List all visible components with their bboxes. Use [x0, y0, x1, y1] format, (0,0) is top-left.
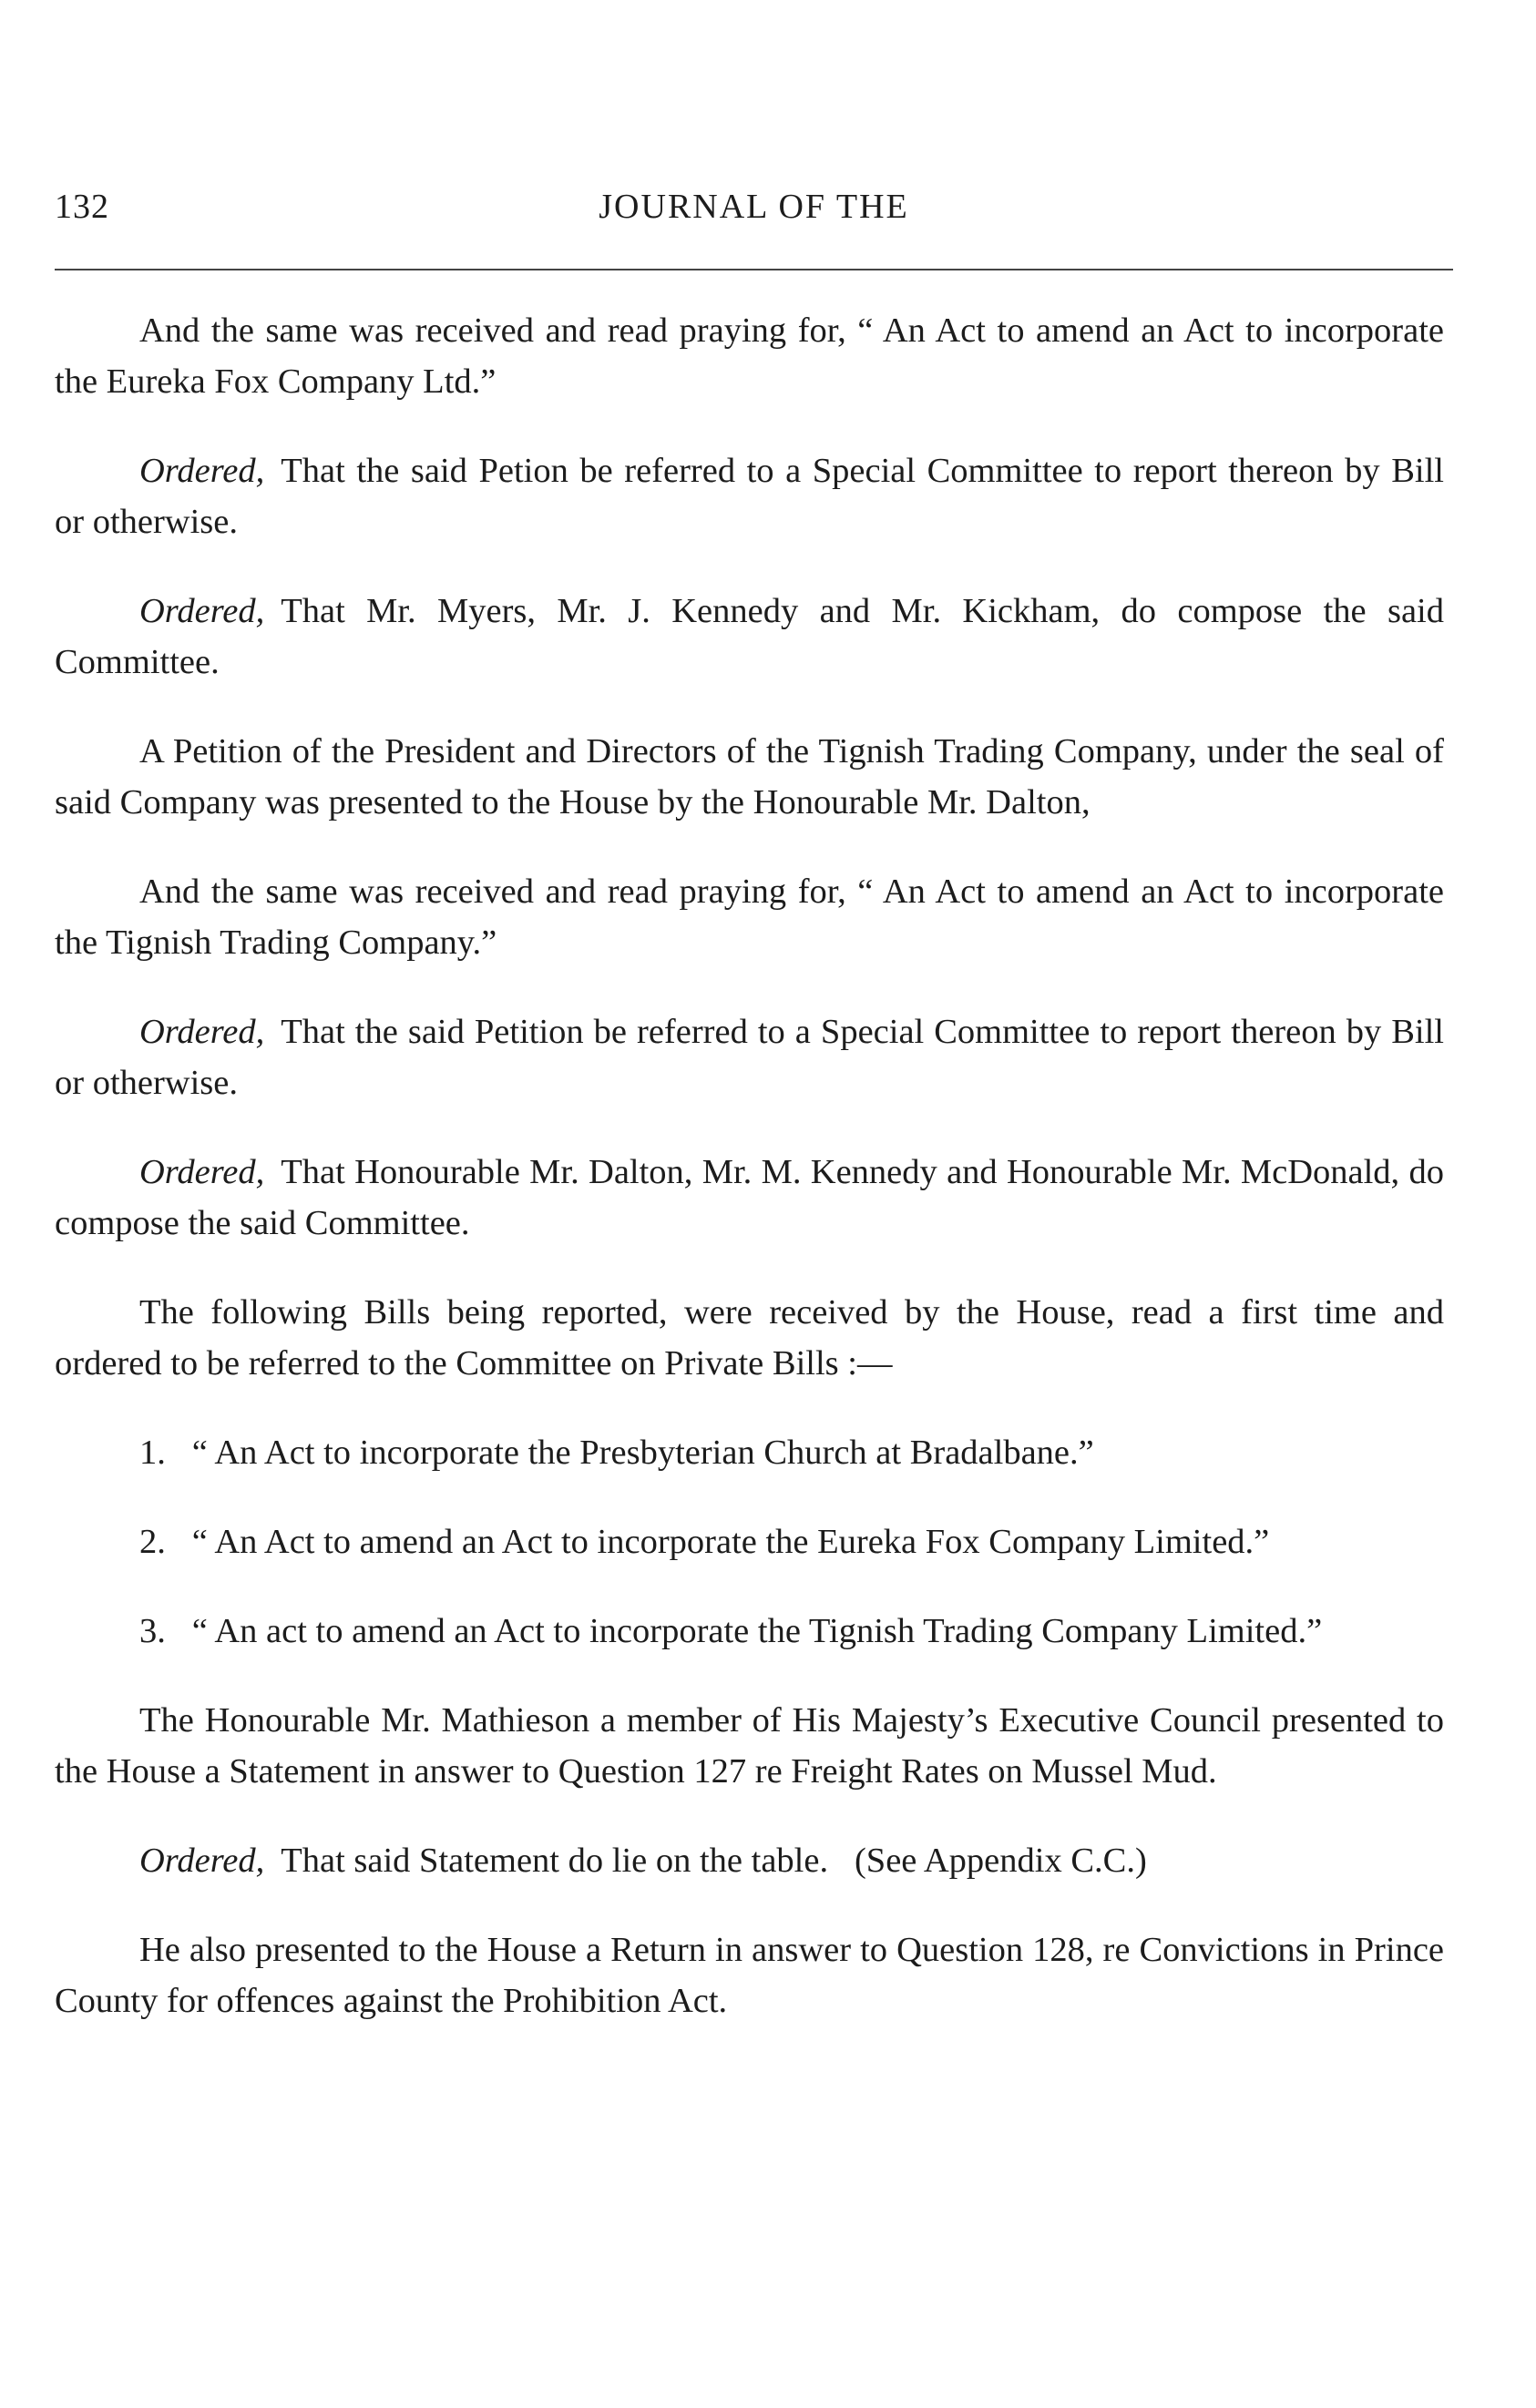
- bill-item-1: [55, 1427, 1444, 1478]
- bill-text: 3. “ An act to amend an Act to incorporate the Tignish Trading Company Limited.”: [139, 1612, 1323, 1650]
- paragraph-text: That said Statement do lie on the table. (See Appendix C.C.): [281, 1842, 1147, 1880]
- paragraph-text: He also presented to the House a Return in answer to Question 128, re Convictions in Prince County for offences against the Prohibition Act.: [55, 1931, 1444, 2020]
- paragraph-text: That Honourable Mr. Dalton, Mr. M. Kennedy and Honourable Mr. McDonald, do compose the said Committee.: [55, 1153, 1444, 1242]
- paragraph-text: The following Bills being reported, were received by the House, read a first time and ordered to be referred to the Committee on Private Bills :—: [55, 1293, 1444, 1383]
- paragraph-return-presented: [55, 1924, 1444, 2026]
- ordered-label: Ordered,: [139, 452, 265, 490]
- paragraph-text: And the same was received and read praying for, “ An Act to amend an Act to incorporate the Tignish Trading Company.”: [55, 872, 1444, 962]
- paragraph-ordered-tignish-referral: [55, 1006, 1444, 1108]
- ordered-label: Ordered,: [139, 1013, 265, 1051]
- paragraph-petition-tignish-reading: [55, 866, 1444, 968]
- paragraph-ordered-statement: [55, 1835, 1444, 1886]
- paragraph-ordered-eureka-committee: [55, 586, 1444, 688]
- paragraph-text: That the said Petion be referred to a Special Committee to report thereon by Bill or otherwise.: [55, 452, 1444, 541]
- paragraph-ordered-tignish-committee: [55, 1147, 1444, 1249]
- paragraph-statement-presented: [55, 1695, 1444, 1797]
- paragraph-petition-tignish: [55, 726, 1444, 828]
- header-rule: [55, 269, 1453, 270]
- page-header: [55, 187, 1453, 241]
- ordered-label: Ordered,: [139, 592, 265, 630]
- running-head: JOURNAL OF THE: [599, 188, 909, 226]
- page-number: 132: [55, 188, 109, 226]
- bill-item-3: [55, 1606, 1444, 1657]
- ordered-label: Ordered,: [139, 1842, 265, 1880]
- bill-text: 2. “ An Act to amend an Act to incorporate the Eureka Fox Company Limited.”: [139, 1523, 1270, 1561]
- journal-body: [55, 305, 1444, 2065]
- bill-item-2: [55, 1516, 1444, 1567]
- paragraph-text: That the said Petition be referred to a Special Committee to report thereon by Bill or otherwise.: [55, 1013, 1444, 1102]
- paragraph-text: And the same was received and read praying for, “ An Act to amend an Act to incorporate the Eureka Fox Company Ltd.”: [55, 311, 1444, 401]
- bill-text: 1. “ An Act to incorporate the Presbyterian Church at Bradalbane.”: [139, 1434, 1094, 1472]
- paragraph-text: That Mr. Myers, Mr. J. Kennedy and Mr. Kickham, do compose the said Committee.: [55, 592, 1444, 681]
- paragraph-ordered-eureka-referral: [55, 445, 1444, 547]
- paragraph-bills-reported: [55, 1287, 1444, 1389]
- ordered-label: Ordered,: [139, 1153, 265, 1191]
- paragraph-text: The Honourable Mr. Mathieson a member of His Majesty’s Executive Council presented to the House a Statement in answer to Question 127 re Freight Rates on Mussel Mud.: [55, 1701, 1444, 1791]
- paragraph-text: A Petition of the President and Directors of the Tignish Trading Company, under the seal of said Company was presented to the House by the Honourable Mr. Dalton,: [55, 732, 1444, 821]
- paragraph-petition-eureka-reading: [55, 305, 1444, 407]
